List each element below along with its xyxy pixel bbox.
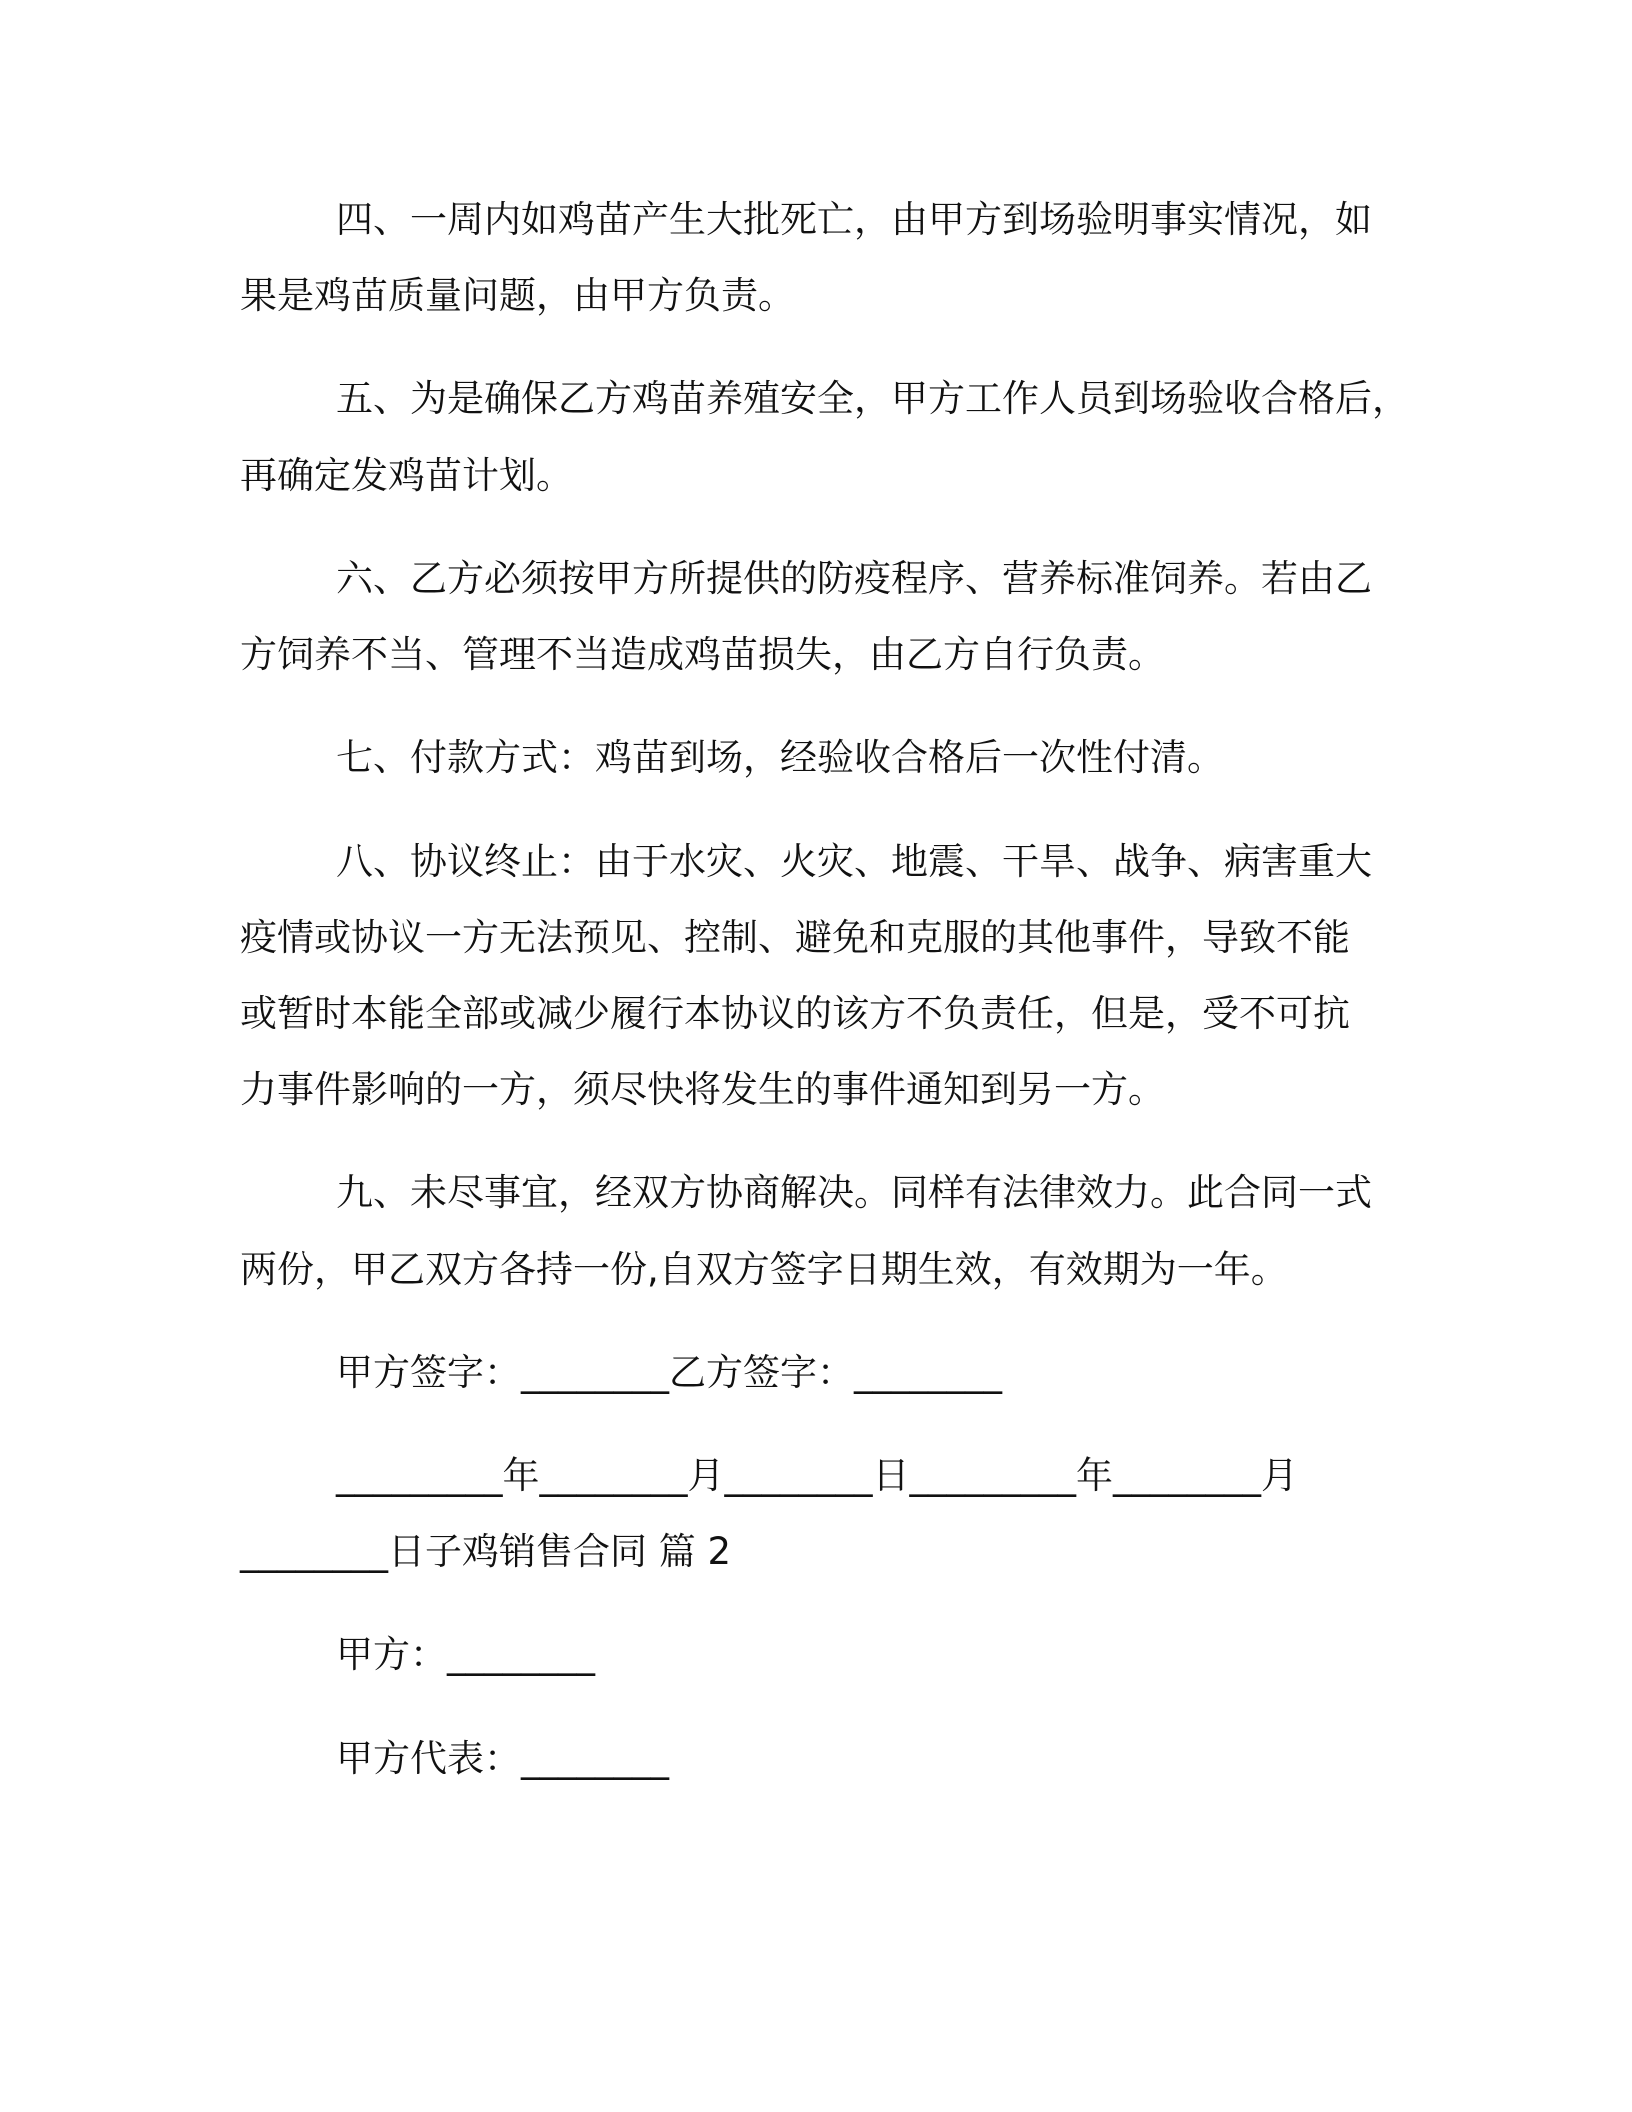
- clause-5-line-1: 五、为是确保乙方鸡苗养殖安全，甲方工作人员到场验收合格后，: [336, 377, 1409, 420]
- clause-7-line-1: 七、付款方式：鸡苗到场，经验收合格后一次性付清。: [336, 736, 1224, 779]
- clause-9-line-2: 两份，甲乙双方各持一份,自双方签字日期生效，有效期为一年。: [240, 1248, 1288, 1291]
- clause-4-line-1: 四、一周内如鸡苗产生大批死亡，由甲方到场验明事实情况，如: [336, 198, 1372, 241]
- party-a-representative-line: 甲方代表：________: [336, 1737, 669, 1780]
- clause-6-line-1: 六、乙方必须按甲方所提供的防疫程序、营养标准饲养。若由乙: [336, 557, 1372, 600]
- date-line-1: _________年________月________日_________年________月: [336, 1454, 1298, 1497]
- clause-8-line-1: 八、协议终止：由于水灾、火灾、地震、干旱、战争、病害重大: [336, 840, 1372, 883]
- date-line-2-and-title: ________日子鸡销售合同 篇 2: [240, 1530, 732, 1573]
- clause-6-line-2: 方饲养不当、管理不当造成鸡苗损失，由乙方自行负责。: [240, 633, 1165, 676]
- party-a-line: 甲方：________: [336, 1633, 595, 1676]
- clause-8-line-4: 力事件影响的一方，须尽快将发生的事件通知到另一方。: [240, 1068, 1165, 1111]
- clause-8-line-2: 疫情或协议一方无法预见、控制、避免和克服的其他事件，导致不能: [240, 916, 1350, 959]
- clause-8-line-3: 或暂时本能全部或减少履行本协议的该方不负责任，但是，受不可抗: [240, 992, 1350, 1035]
- clause-5-line-2: 再确定发鸡苗计划。: [240, 454, 573, 497]
- clause-9-line-1: 九、未尽事宜，经双方协商解决。同样有法律效力。此合同一式: [336, 1171, 1372, 1214]
- clause-4-line-2: 果是鸡苗质量问题，由甲方负责。: [240, 274, 795, 317]
- signature-line: 甲方签字：________乙方签字：________: [336, 1351, 1002, 1394]
